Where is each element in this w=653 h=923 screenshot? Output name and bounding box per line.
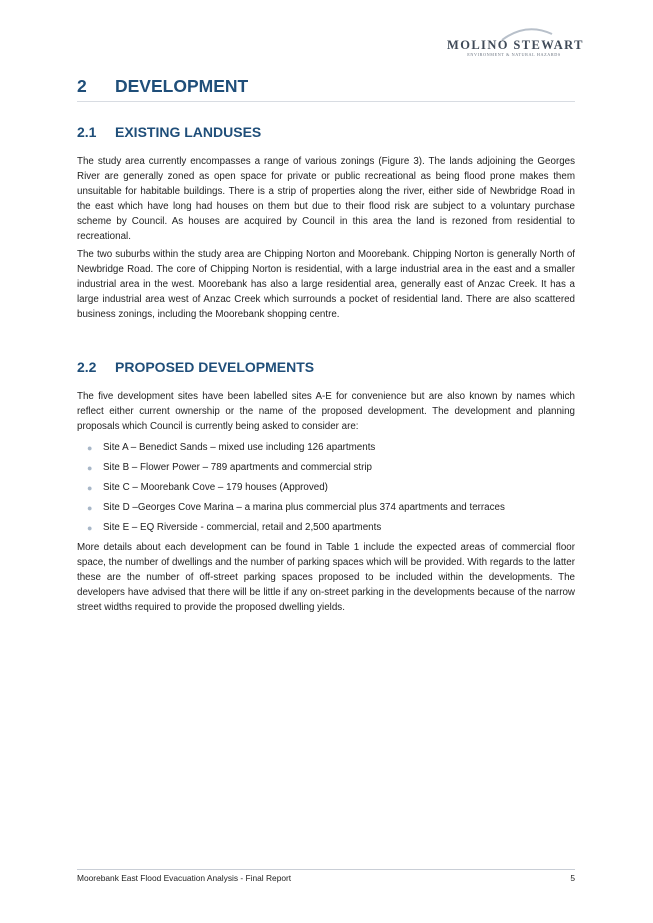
list-item-text: Site A – Benedict Sands – mixed use including 126 apartments: [103, 442, 376, 453]
bullet-icon: ●: [87, 523, 93, 533]
list-item-text: Site B – Flower Power – 789 apartments and commercial strip: [103, 462, 372, 473]
bullet-icon: ●: [87, 503, 93, 513]
company-logo: [444, 24, 584, 60]
list-item-text: Site C – Moorebank Cove – 179 houses (Approved): [103, 482, 328, 493]
section-number: 2.1: [77, 124, 97, 140]
list-item-text: Site D –Georges Cove Marina – a marina plus commercial plus 374 apartments and terraces: [103, 502, 505, 513]
section-heading-existing-landuses: [77, 124, 261, 140]
list-item: [77, 461, 575, 481]
page-footer: [77, 869, 575, 883]
bullet-icon: ●: [87, 463, 93, 473]
section-heading-proposed-developments: [77, 359, 314, 375]
list-item: [77, 481, 575, 501]
section-number: 2.2: [77, 359, 97, 375]
list-item: [77, 501, 575, 521]
chapter-title: DEVELOPMENT: [115, 76, 249, 96]
logo-name: MOLINO STEWART: [447, 38, 584, 52]
footer-report-title: Moorebank East Flood Evacuation Analysis - Final Report: [77, 873, 292, 883]
list-item: [77, 521, 575, 541]
section-title: PROPOSED DEVELOPMENTS: [115, 359, 315, 375]
paragraph-proposed-intro: The five development sites have been labelled sites A-E for convenience but are also known by names which reflect either current ownership or the name of the proposed development. The development and planning proposals which Council is currently being asked to consider are:: [77, 391, 575, 432]
paragraph-existing-landuses-2: The two suburbs within the study area are Chipping Norton and Moorebank. Chipping Norton is generally North of Newbridge Road. The core of Chipping Norton is residential, with a large industrial area in the east and a smaller industrial area in the west. Moorebank has also a large residential area, generally east of Anzac Creek. It has a large industrial area west of Anzac Creek which surrounds a pocket of residential land. There are also scattered business zonings, including the Moorebank shopping centre.: [77, 249, 575, 320]
bullet-icon: ●: [87, 443, 93, 453]
logo-tagline: ENVIRONMENT & NATURAL HAZARDS: [467, 52, 561, 57]
chapter-number: 2: [77, 76, 87, 96]
paragraph-existing-landuses-1: The study area currently encompasses a range of various zonings (Figure 3). The lands adjoining the Georges River are generally zoned as open space for private or public recreational as being flood prone makes them unsuitable for habitable buildings. There is a strip of properties along the river, either side of Newbridge Road in the east which have long had houses on them but due to their flood risk are subject to a voluntary purchase scheme by Council. As houses are acquired by Council in this area the land is rezoned from residential to recreational.: [77, 156, 575, 242]
bullet-icon: ●: [87, 483, 93, 493]
list-item-text: Site E – EQ Riverside - commercial, retail and 2,500 apartments: [103, 522, 382, 533]
development-sites-list: [77, 441, 575, 541]
paragraph-proposed-closing: More details about each development can be found in Table 1 include the expected areas of commercial floor space, the number of dwellings and the number of parking spaces which will be provided. With regards to the latter these are the number of off-street parking spaces proposed to be included within the developments. The developers have advised that there will be little if any on-street parking in the developments because of the narrow street widths required to provide the proposed dwelling yields.: [77, 542, 575, 613]
section-title: EXISTING LANDUSES: [115, 124, 262, 140]
page-number: 5: [570, 873, 575, 883]
list-item: [77, 441, 575, 461]
chapter-heading: [77, 76, 575, 102]
